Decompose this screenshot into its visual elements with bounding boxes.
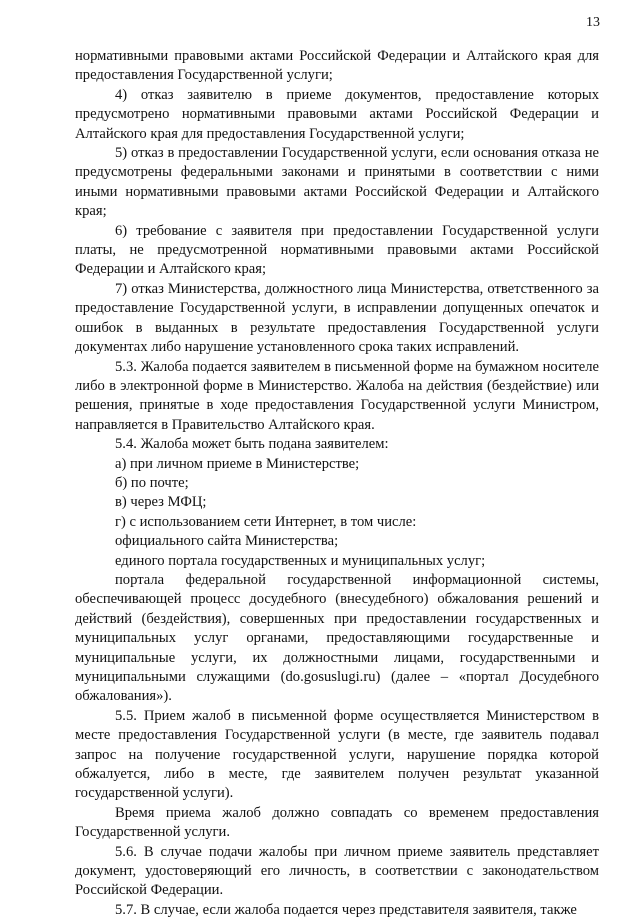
paragraph: 5.6. В случае подачи жалобы при личном приеме заявитель представляет документ, удостоверяющий его личность, в соответствии с законодательством Российской Федерации. xyxy=(75,843,599,899)
paragraph: 4) отказ заявителю в приеме документов, предоставление которых предусмотрено нормативными правовыми актами Российской Федерации и Алтайского края для предоставления Государственной услуги; xyxy=(75,86,599,142)
page-number: 13 xyxy=(586,15,600,30)
paragraph: нормативными правовыми актами Российской Федерации и Алтайского края для предоставления Государственной услуги; xyxy=(75,48,599,84)
document-body xyxy=(75,47,599,920)
paragraph: портала федеральной государственной информационной системы, обеспечивающей процесс досудебного (внесудебного) обжалования решений и действий (бездействия), совершенных при предоставлении государственных и муниципальных услуг органами, предоставляющими государственные и муниципальные услуги, их должностными лицами, государственными и муниципальными служащими (do.gosuslugi.ru) (далее – «портал Досудебного обжалования»). xyxy=(75,571,599,705)
paragraph: 5.7. В случае, если жалоба подается через представителя заявителя, также xyxy=(115,901,577,918)
paragraph: единого портала государственных и муниципальных услуг; xyxy=(115,552,486,569)
paragraph: 5.4. Жалоба может быть подана заявителем: xyxy=(115,436,389,453)
paragraph: г) с использованием сети Интернет, в том числе: xyxy=(115,513,417,530)
paragraph: в) через МФЦ; xyxy=(115,494,207,511)
paragraph: 6) требование с заявителя при предоставлении Государственной услуги платы, не предусмотренной нормативными правовыми актами Российской Федерации и Алтайского края; xyxy=(75,222,599,278)
paragraph: 5.3. Жалоба подается заявителем в письменной форме на бумажном носителе либо в электронной форме в Министерство. Жалоба на действия (бездействие) или решения, принятые в ходе предоставления Государственной услуги Министром, направляется в Правительство Алтайского края. xyxy=(75,358,599,433)
paragraph: а) при личном приеме в Министерстве; xyxy=(115,455,360,472)
paragraph: официального сайта Министерства; xyxy=(115,533,339,550)
paragraph: 5.5. Прием жалоб в письменной форме осуществляется Министерством в месте предоставления Государственной услуги (в месте, где заявитель подавал запрос на получение государственной услуги, нарушение порядка которой обжалуется, либо в месте, где заявителем получен результат указанной государственной услуги). xyxy=(75,707,599,802)
paragraph: б) по почте; xyxy=(115,474,189,491)
paragraph: Время приема жалоб должно совпадать со временем предоставления Государственной услуги. xyxy=(75,804,599,841)
paragraph: 7) отказ Министерства, должностного лица Министерства, ответственного за предоставление Государственной услуги, в исправлении допущенных опечаток и ошибок в выданных в результате предоставления Государственной услуги документах либо нарушение установленного срока таких исправлений. xyxy=(75,280,599,356)
paragraph: 5) отказ в предоставлении Государственной услуги, если основания отказа не предусмотрены федеральными законами и принятыми в соответствии с ними иными нормативными правовыми актами Российской Федерации и Алтайского края; xyxy=(75,145,599,220)
